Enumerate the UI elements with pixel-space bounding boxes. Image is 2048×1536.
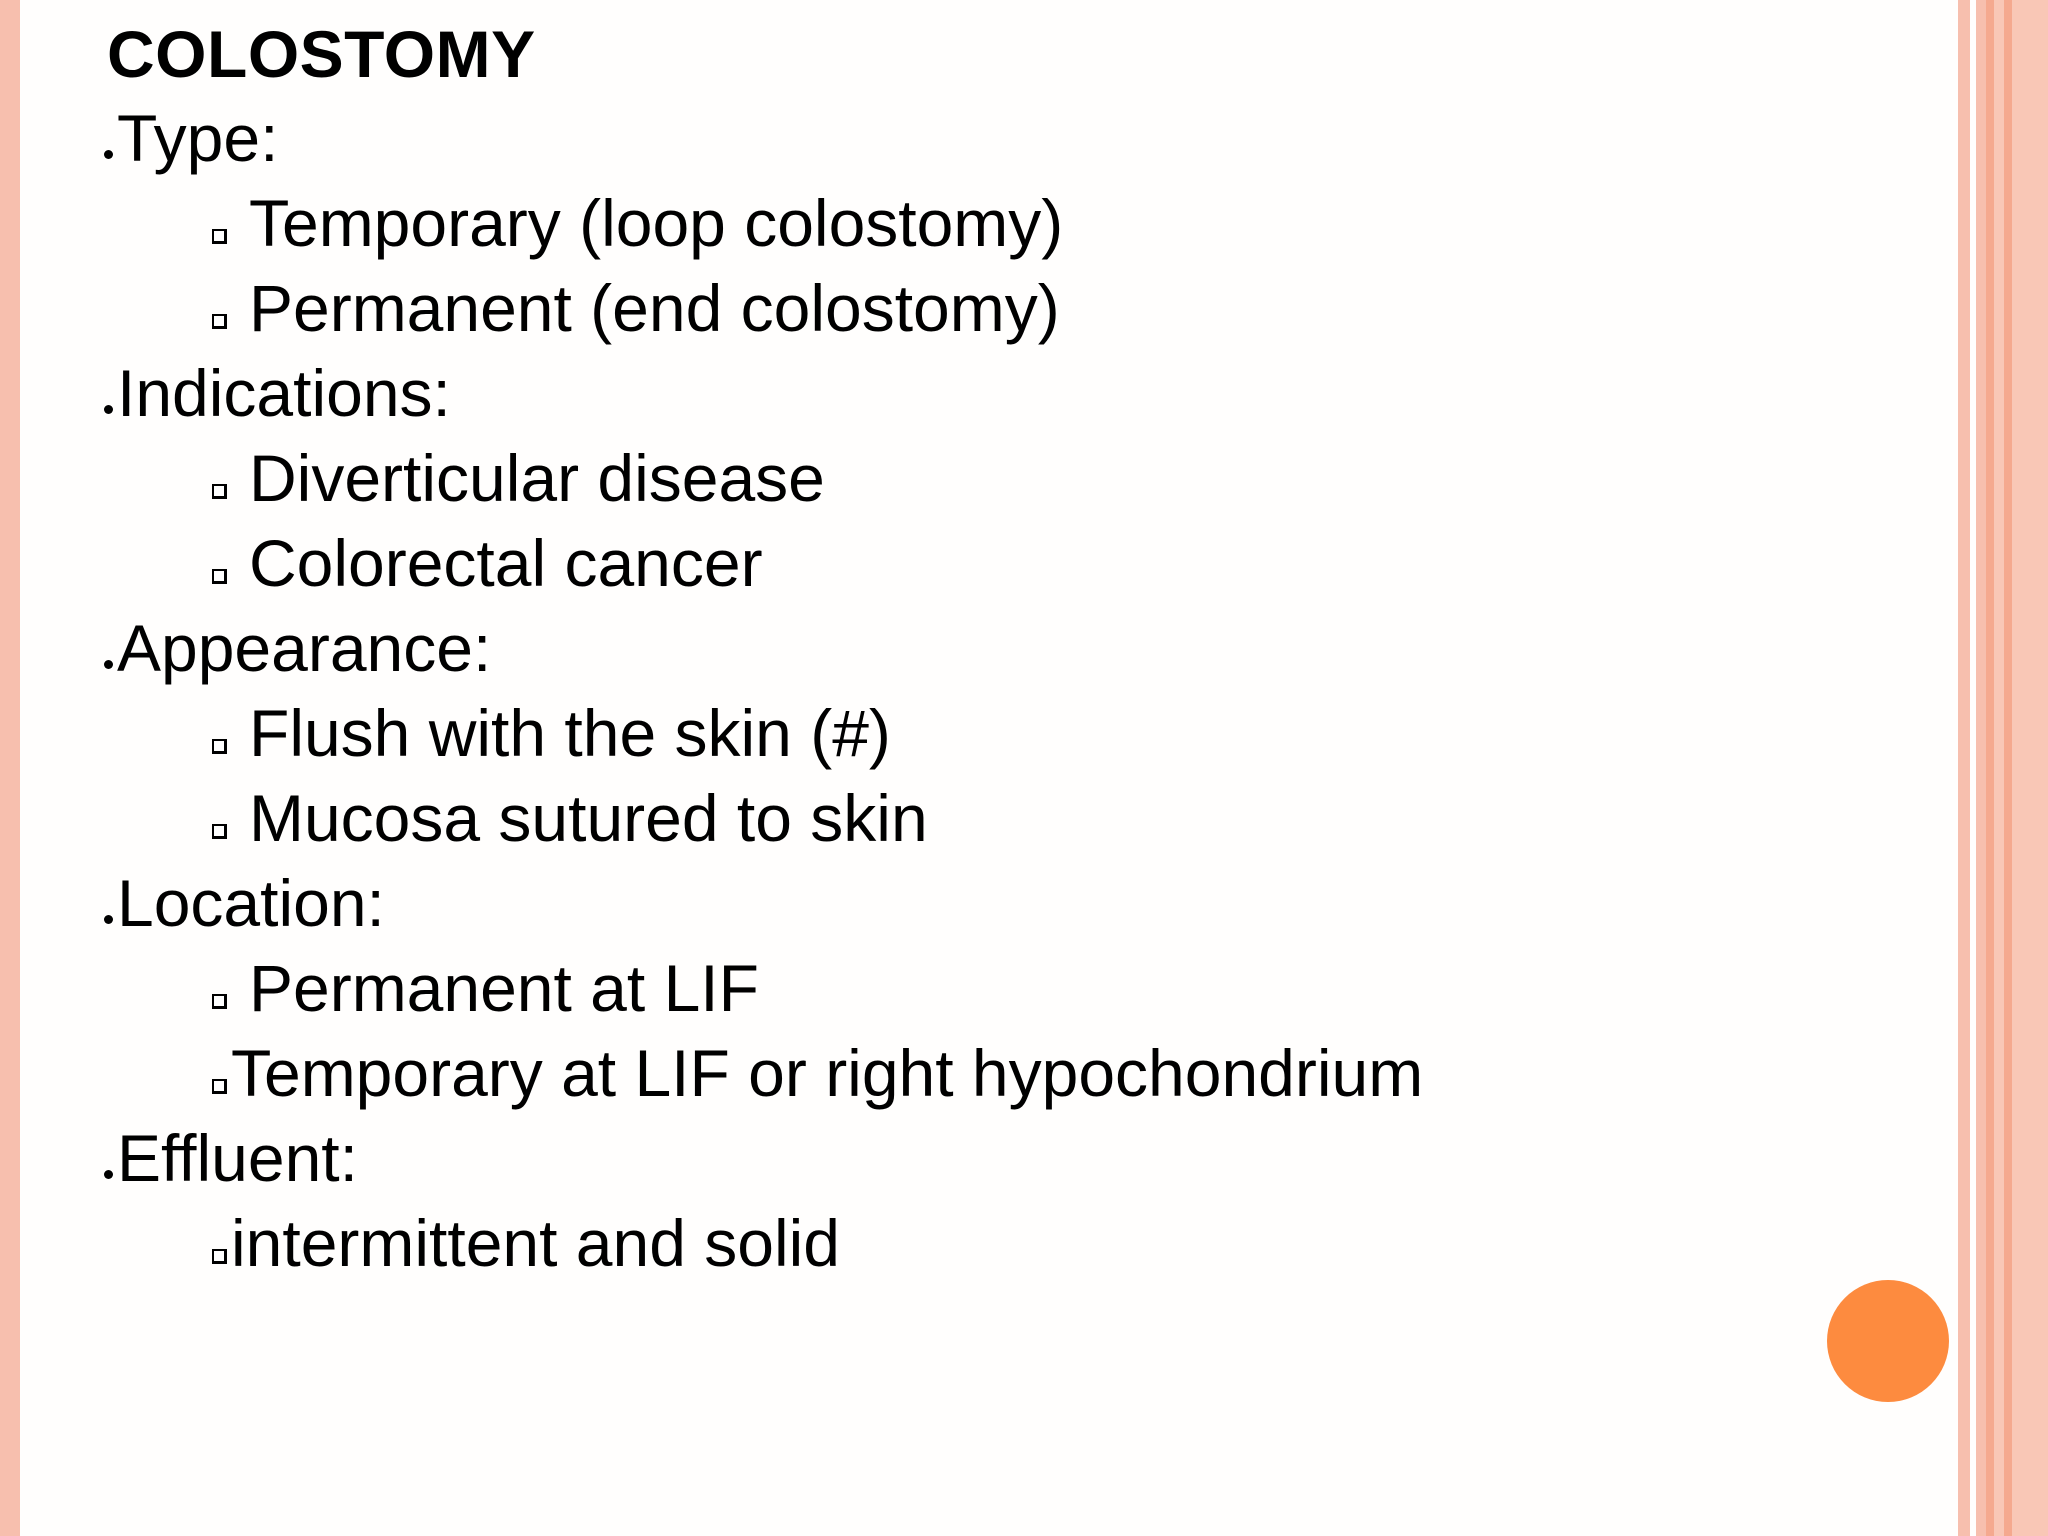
level2-bullet — [104, 521, 1924, 606]
round-bullet-icon — [104, 405, 113, 414]
level2-bullet — [104, 436, 1924, 521]
square-bullet-icon — [212, 569, 227, 584]
left-border-bar — [0, 0, 20, 1536]
section-heading: Effluent: — [117, 1121, 358, 1195]
right-border-stripe — [1958, 0, 1970, 1536]
round-bullet-icon — [104, 915, 113, 924]
bullet-text: Colorectal cancer — [249, 526, 763, 600]
bullet-text: Temporary at LIF or right hypochondrium — [231, 1036, 1424, 1110]
bullet-text: intermittent and solid — [231, 1206, 840, 1280]
bullet-text: Flush with the skin (#) — [249, 696, 891, 770]
level2-bullet — [104, 946, 1924, 1031]
round-bullet-icon — [104, 150, 113, 159]
slide-title: COLOSTOMY — [107, 17, 536, 91]
level1-bullet — [104, 351, 1924, 436]
square-bullet-icon — [212, 314, 227, 329]
section-indications — [104, 351, 1924, 606]
level2-bullet — [104, 1031, 1924, 1116]
level2-bullet — [104, 266, 1924, 351]
right-border-stripe — [1986, 0, 1994, 1536]
right-border-stripe — [2004, 0, 2012, 1536]
square-bullet-icon — [212, 484, 227, 499]
bullet-list — [104, 96, 1924, 1286]
section-heading: Location: — [117, 866, 385, 940]
level1-bullet — [104, 1116, 1924, 1201]
right-border-stripe — [1976, 0, 1986, 1536]
square-bullet-icon — [212, 739, 227, 754]
level2-bullet — [104, 1201, 1924, 1286]
level2-bullet — [104, 181, 1924, 266]
bullet-text: Mucosa sutured to skin — [249, 781, 928, 855]
section-heading: Appearance: — [117, 611, 492, 685]
section-effluent — [104, 1116, 1924, 1286]
section-appearance — [104, 606, 1924, 861]
bullet-text: Permanent (end colostomy) — [249, 271, 1060, 345]
square-bullet-icon — [212, 1079, 227, 1094]
bullet-text: Temporary (loop colostomy) — [249, 186, 1064, 260]
square-bullet-icon — [212, 824, 227, 839]
level1-bullet — [104, 861, 1924, 946]
right-border-stripe — [1994, 0, 2048, 1536]
bullet-text: Permanent at LIF — [249, 951, 759, 1025]
round-bullet-icon — [104, 660, 113, 669]
square-bullet-icon — [212, 1249, 227, 1264]
round-bullet-icon — [104, 1170, 113, 1179]
section-heading: Indications: — [117, 356, 451, 430]
square-bullet-icon — [212, 229, 227, 244]
bullet-text: Diverticular disease — [249, 441, 825, 515]
level1-bullet — [104, 606, 1924, 691]
square-bullet-icon — [212, 994, 227, 1009]
level2-bullet — [104, 776, 1924, 861]
section-location — [104, 861, 1924, 1116]
section-type — [104, 96, 1924, 351]
section-heading: Type: — [117, 101, 279, 175]
level2-bullet — [104, 691, 1924, 776]
orange-circle-decoration — [1827, 1280, 1949, 1402]
level1-bullet — [104, 96, 1924, 181]
